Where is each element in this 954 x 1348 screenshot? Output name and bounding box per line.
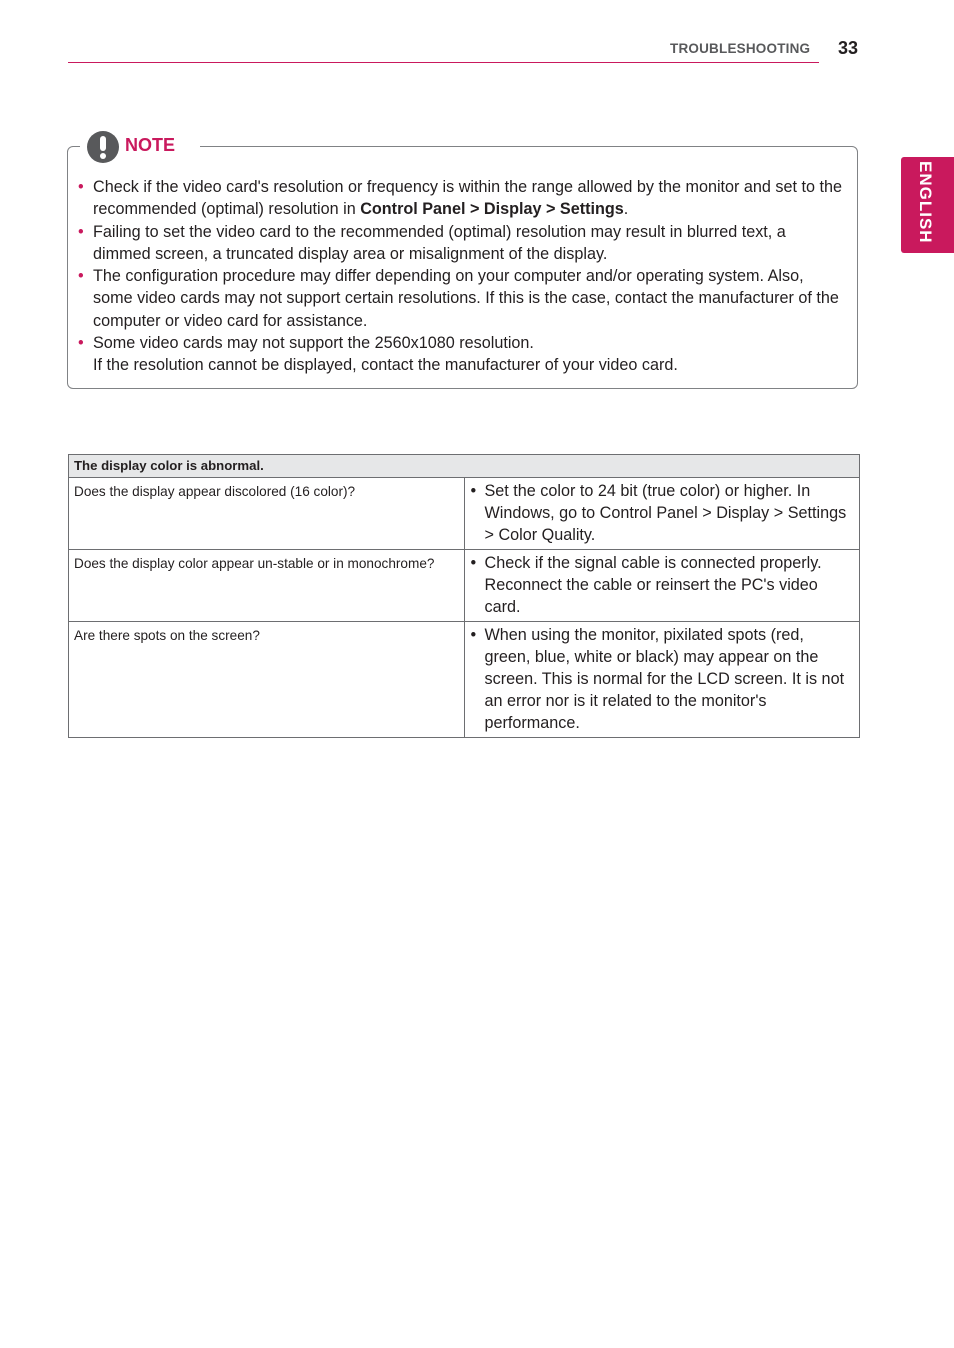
- language-tab-label: ENGLISH: [916, 161, 935, 244]
- note-item-text: Failing to set the video card to the recommended (optimal) resolution may result in blurred text, a dimmed screen, a truncated display area or misalignment of the display.: [93, 222, 786, 263]
- table-row: [69, 478, 860, 550]
- note-item: [93, 176, 845, 220]
- table-header-row: [69, 455, 860, 478]
- header-divider: [68, 62, 819, 63]
- answer-cell: • Set the color to 24 bit (true color) or higher. In Windows, go to Control Panel > Display > Settings > Color Quality.: [464, 478, 860, 550]
- note-item: [93, 265, 845, 332]
- note-item-text-line2: If the resolution cannot be displayed, contact the manufacturer of your video card.: [93, 356, 678, 375]
- question-cell: Does the display color appear un-stable or in monochrome?: [69, 550, 465, 622]
- note-item: [93, 221, 845, 265]
- section-title: TROUBLESHOOTING: [670, 41, 811, 56]
- answer-cell: • Check if the signal cable is connected properly. Reconnect the cable or reinsert the PC's video card.: [464, 550, 860, 622]
- note-item-text: Check if the video card's resolution or frequency is within the range allowed by the monitor and set to the recommended (optimal) resolution in: [93, 178, 843, 219]
- note-item-text: Some video cards may not support the 2560x1080 resolution.: [93, 333, 534, 352]
- note-title: NOTE: [125, 135, 176, 155]
- troubleshooting-table: [68, 454, 860, 738]
- exclamation-icon: [86, 130, 120, 164]
- note-item-bold-path: Control Panel > Display > Settings: [360, 200, 624, 219]
- note-item: [93, 332, 845, 376]
- note-item-text: The configuration procedure may differ depending on your computer and/or operating system. Also, some video cards may not support certain resolutions. If this is the case, contact the manufacturer of the computer or video card for assistance.: [93, 267, 839, 330]
- note-list: [93, 176, 845, 377]
- table-row: [69, 622, 860, 738]
- page-number: 33: [838, 38, 859, 58]
- table-heading: The display color is abnormal.: [69, 455, 860, 478]
- note-header: [80, 128, 200, 164]
- note-item-text-end: .: [623, 200, 629, 219]
- language-tab: [901, 157, 954, 253]
- table-row: [69, 550, 860, 622]
- question-cell: Are there spots on the screen?: [69, 622, 465, 738]
- answer-cell: • When using the monitor, pixilated spots (red, green, blue, white or black) may appear on the screen. This is normal for the LCD screen. It is not an error nor is it related to the monitor's performance.: [464, 622, 860, 738]
- question-cell: Does the display appear discolored (16 color)?: [69, 478, 465, 550]
